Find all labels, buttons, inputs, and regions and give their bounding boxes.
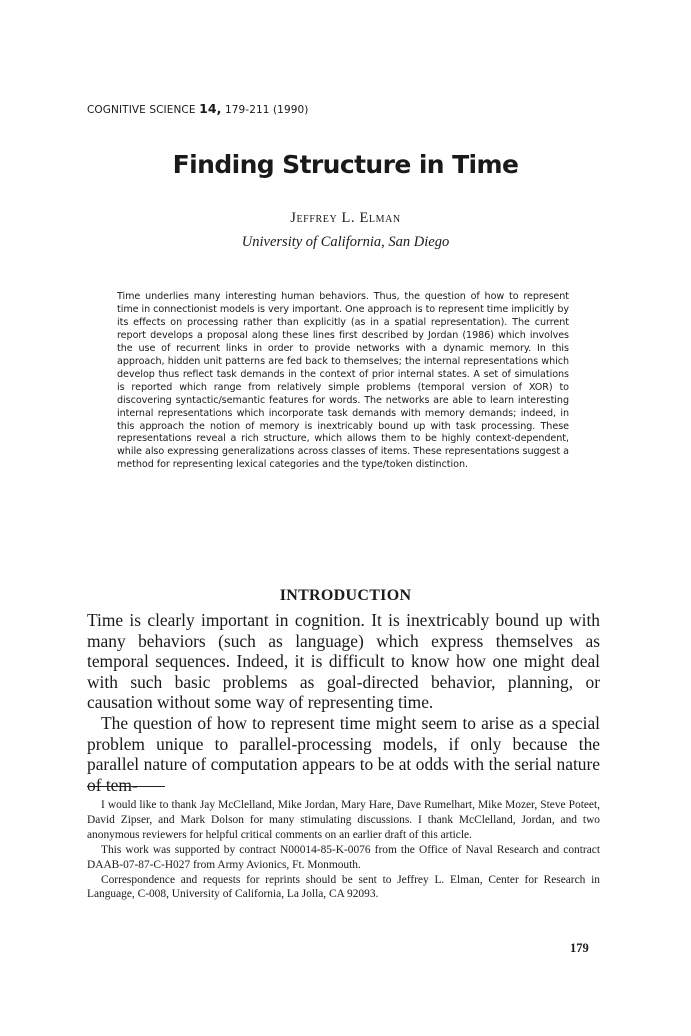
- page-number: 179: [570, 941, 589, 955]
- article-author: Jeffrey L. Elman: [290, 210, 401, 226]
- body-paragraph: The question of how to represent time might seem to arise as a special problem unique to parallel-processing models, if only because the parallel nature of computation appears to be at odds with the serial nature of tem-: [87, 712, 600, 795]
- footnote-correspondence: Correspondence and requests for reprints should be sent to Jeffrey L. Elman, Center for Research in Language, C-008, University of California, La Jolla, CA 92093.: [87, 873, 600, 901]
- article-title: Finding Structure in Time: [172, 150, 519, 179]
- footnote-divider: [87, 786, 165, 787]
- footnote-funding: This work was supported by contract N00014-85-K-0076 from the Office of Naval Research and contract DAAB-07-87-C-H027 from Army Avionics, Ft. Monmouth.: [87, 843, 600, 871]
- body-paragraph: Time is clearly important in cognition. It is inextricably bound up with many behaviors (such as language) which express themselves as temporal sequences. Indeed, it is difficult to know how one might deal with such basic problems as goal-directed behavior, planning, or causation without some way of representing time.: [87, 610, 600, 713]
- journal-volume: 14,: [199, 101, 222, 116]
- body-text: [87, 610, 600, 795]
- journal-pages: 179-211 (1990): [224, 104, 309, 116]
- footnotes: [87, 798, 600, 902]
- footnote-acknowledgments: I would like to thank Jay McClelland, Mike Jordan, Mary Hare, Dave Rumelhart, Mike Mozer, Steve Poteet, David Zipser, and Mark Dolson for many stimulating discussions. I thank McClelland, Jordan, and two anonymous reviewers for helpful critical comments on an earlier draft of this article.: [87, 799, 600, 841]
- article-affiliation: University of California, San Diego: [241, 234, 450, 250]
- journal-name: COGNITIVE SCIENCE: [87, 104, 196, 116]
- abstract: Time underlies many interesting human behaviors. Thus, the question of how to represent time in connectionist models is very important. One approach is to represent time implicitly by its effects on processing rather than explicitly (as in a spatial representation). The current report develops a proposal along these lines first described by Jordan (1986) which involves the use of recurrent links in order to provide networks with a dynamic memory. In this approach, hidden unit patterns are fed back to themselves; the internal representations which develop thus reflect task demands in the context of prior internal states. A set of simulations is reported which range from relatively simple problems (temporal version of XOR) to discovering syntactic/semantic features for words. The networks are able to learn interesting internal representations which incorporate task demands with memory demands; indeed, in this approach the notion of memory is inextricably bound up with task processing. These representations reveal a rich structure, which allows them to be highly context-dependent, while also expressing generalizations across classes of items. These representations suggest a method for representing lexical categories and the type/token distinction.: [117, 291, 569, 471]
- journal-header: [87, 101, 309, 116]
- section-heading: INTRODUCTION: [279, 587, 412, 604]
